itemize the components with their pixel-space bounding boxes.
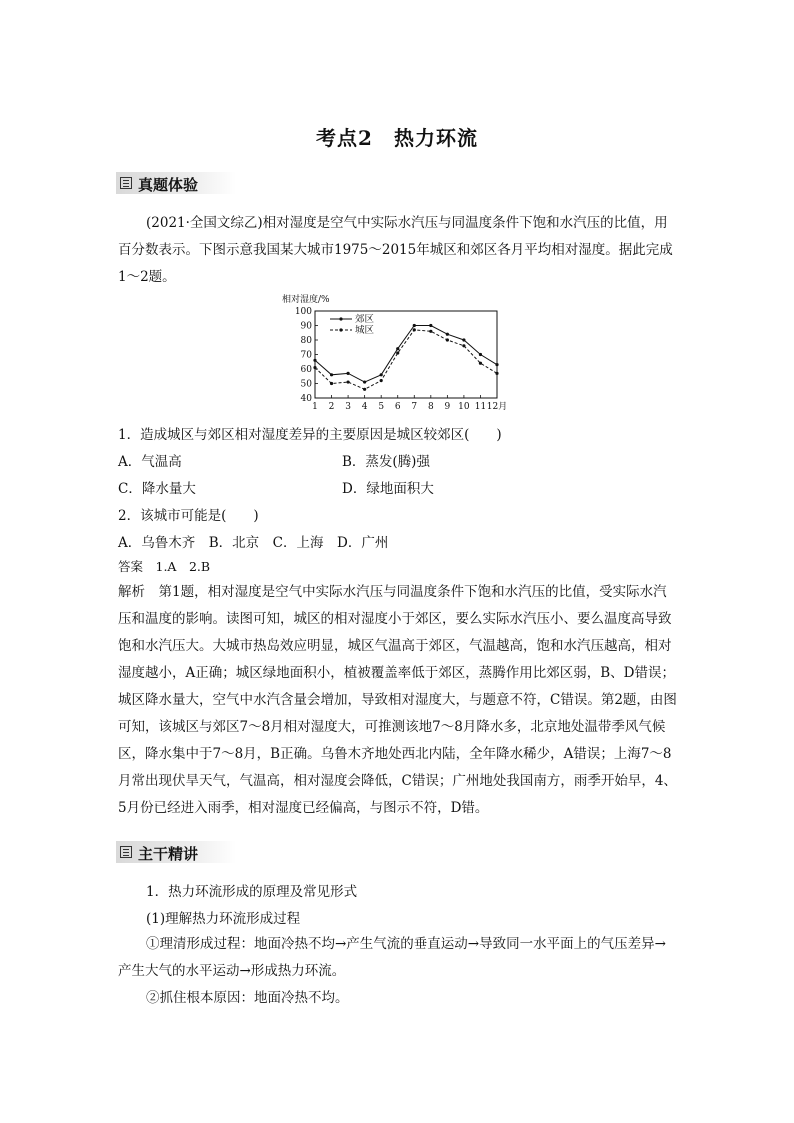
- x-tick-label: 8: [427, 402, 434, 412]
- x-tick-label: 12月: [486, 402, 508, 412]
- main-heading: 1．热力环流形成的原理及常见形式: [146, 884, 358, 900]
- q1-option-d: D．绿地面积大: [342, 481, 434, 497]
- page-title: 考点2 热力环流: [316, 126, 478, 150]
- series-line-suburb: [315, 326, 497, 383]
- data-point: [413, 328, 416, 331]
- q2-options: A．乌鲁木齐 B．北京 C．上海 D．广州: [118, 535, 389, 551]
- data-point: [363, 380, 366, 383]
- y-tick-label: 70: [300, 350, 312, 361]
- question-2-stem: 2．该城市可能是( ): [118, 508, 259, 524]
- analysis-paragraph: 解析 第1题，相对湿度是空气中实际水汽压与同温度条件下饱和水汽压的比值，受实际水汽压和温度的影响。读图可知，城区的相对湿度小于郊区，要么实际水汽压小、要么温度高导致饱和水汽压大。大城市热岛效应明显，城区气温高于郊区，气温越高，饱和水汽压越高，相对湿度越小，A正确；城区绿地面积小，植被覆盖率低于郊区，蒸腾作用比郊区弱，B、D错误；城区降水量大，空气中水汽含量会增加，导致相对湿度大，与题意不符，C错误。第2题，由图可知，该城区与郊区7～8月相对湿度大，可推测该地7～8月降水多，北京地处温带季风气候区，降水集中于7～8月，B正确。乌鲁木齐地处西北内陆，全年降水稀少，A错误；上海7～8月常出现伏旱天气，气温高，相对湿度会降低，C错误；广州地处我国南方，雨季开始早，4、5月份已经进入雨季，相对湿度已经偏高，与图示不符，D错。: [118, 584, 677, 816]
- main-subheading: (1)理解热力环流形成过程: [146, 911, 301, 927]
- y-tick-label: 100: [294, 307, 312, 317]
- chart-ylabel: 相对湿度/%: [282, 295, 330, 305]
- data-point: [462, 344, 465, 347]
- x-tick-label: 10: [458, 402, 470, 412]
- data-point: [380, 373, 383, 376]
- x-tick-label: 11: [474, 402, 487, 412]
- main-paragraph-2: ②抓住根本原因：地面冷热不均。: [146, 990, 349, 1006]
- q1-option-c: C．降水量大: [118, 481, 196, 497]
- section-title: 真题体验: [138, 176, 199, 194]
- data-point: [346, 380, 349, 383]
- x-tick-label: 1: [312, 402, 318, 412]
- question-1-stem: 1．造成城区与郊区相对湿度差异的主要原因是城区较郊区( ): [118, 427, 502, 443]
- data-point: [346, 372, 349, 375]
- x-tick-label: 6: [394, 402, 401, 412]
- section-header-zhugan: [116, 841, 236, 863]
- data-point: [413, 324, 416, 327]
- plot-frame: [315, 311, 497, 398]
- list-icon: [120, 846, 132, 858]
- section-title: 主干精讲: [138, 845, 199, 863]
- data-point: [396, 351, 399, 354]
- q1-option-b: B．蒸发(腾)强: [342, 454, 430, 470]
- data-point: [495, 372, 498, 375]
- y-tick-label: 50: [300, 379, 312, 390]
- data-point: [330, 373, 333, 376]
- intro-paragraph: (2021·全国文综乙)相对湿度是空气中实际水汽压与同温度条件下饱和水汽压的比值，用百分数表示。下图示意我国某大城市1975～2015年城区和郊区各月平均相对湿度。据此完成1～2题。: [118, 215, 673, 285]
- data-point: [313, 366, 316, 369]
- x-tick-label: 9: [444, 402, 451, 412]
- data-point: [462, 338, 465, 341]
- data-point: [396, 347, 399, 350]
- x-tick-label: 7: [411, 402, 418, 412]
- x-tick-label: 5: [378, 402, 385, 412]
- y-tick-label: 90: [300, 321, 312, 332]
- data-point: [429, 324, 432, 327]
- data-point: [446, 338, 449, 341]
- legend-marker: [339, 328, 342, 331]
- data-point: [330, 382, 333, 385]
- data-point: [363, 388, 366, 391]
- legend-marker: [339, 317, 342, 320]
- y-tick-label: 60: [300, 365, 312, 375]
- data-point: [479, 353, 482, 356]
- x-tick-label: 2: [328, 402, 335, 412]
- data-point: [495, 363, 498, 366]
- list-icon: [120, 177, 132, 189]
- data-point: [446, 333, 449, 336]
- data-point: [429, 330, 432, 333]
- section-header-zhenti: [116, 172, 236, 194]
- data-point: [479, 362, 482, 365]
- legend-label: 城区: [355, 325, 375, 336]
- x-tick-label: 3: [345, 402, 351, 412]
- y-tick-label: 80: [300, 336, 312, 346]
- legend-label: 郊区: [355, 314, 375, 325]
- answer-line: 答案 1.A 2.B: [118, 559, 211, 574]
- humidity-chart: [280, 291, 520, 415]
- main-paragraph-1: ①理清形成过程：地面冷热不均→产生气流的垂直运动→导致同一水平面上的气压差异→产生大气的水平运动→形成热力环流。: [118, 936, 666, 979]
- q1-option-a: A．气温高: [118, 454, 182, 470]
- data-point: [380, 379, 383, 382]
- series-line-urban: [315, 330, 497, 389]
- data-point: [313, 359, 316, 362]
- y-tick-label: 40: [300, 394, 312, 404]
- x-tick-label: 4: [361, 402, 368, 412]
